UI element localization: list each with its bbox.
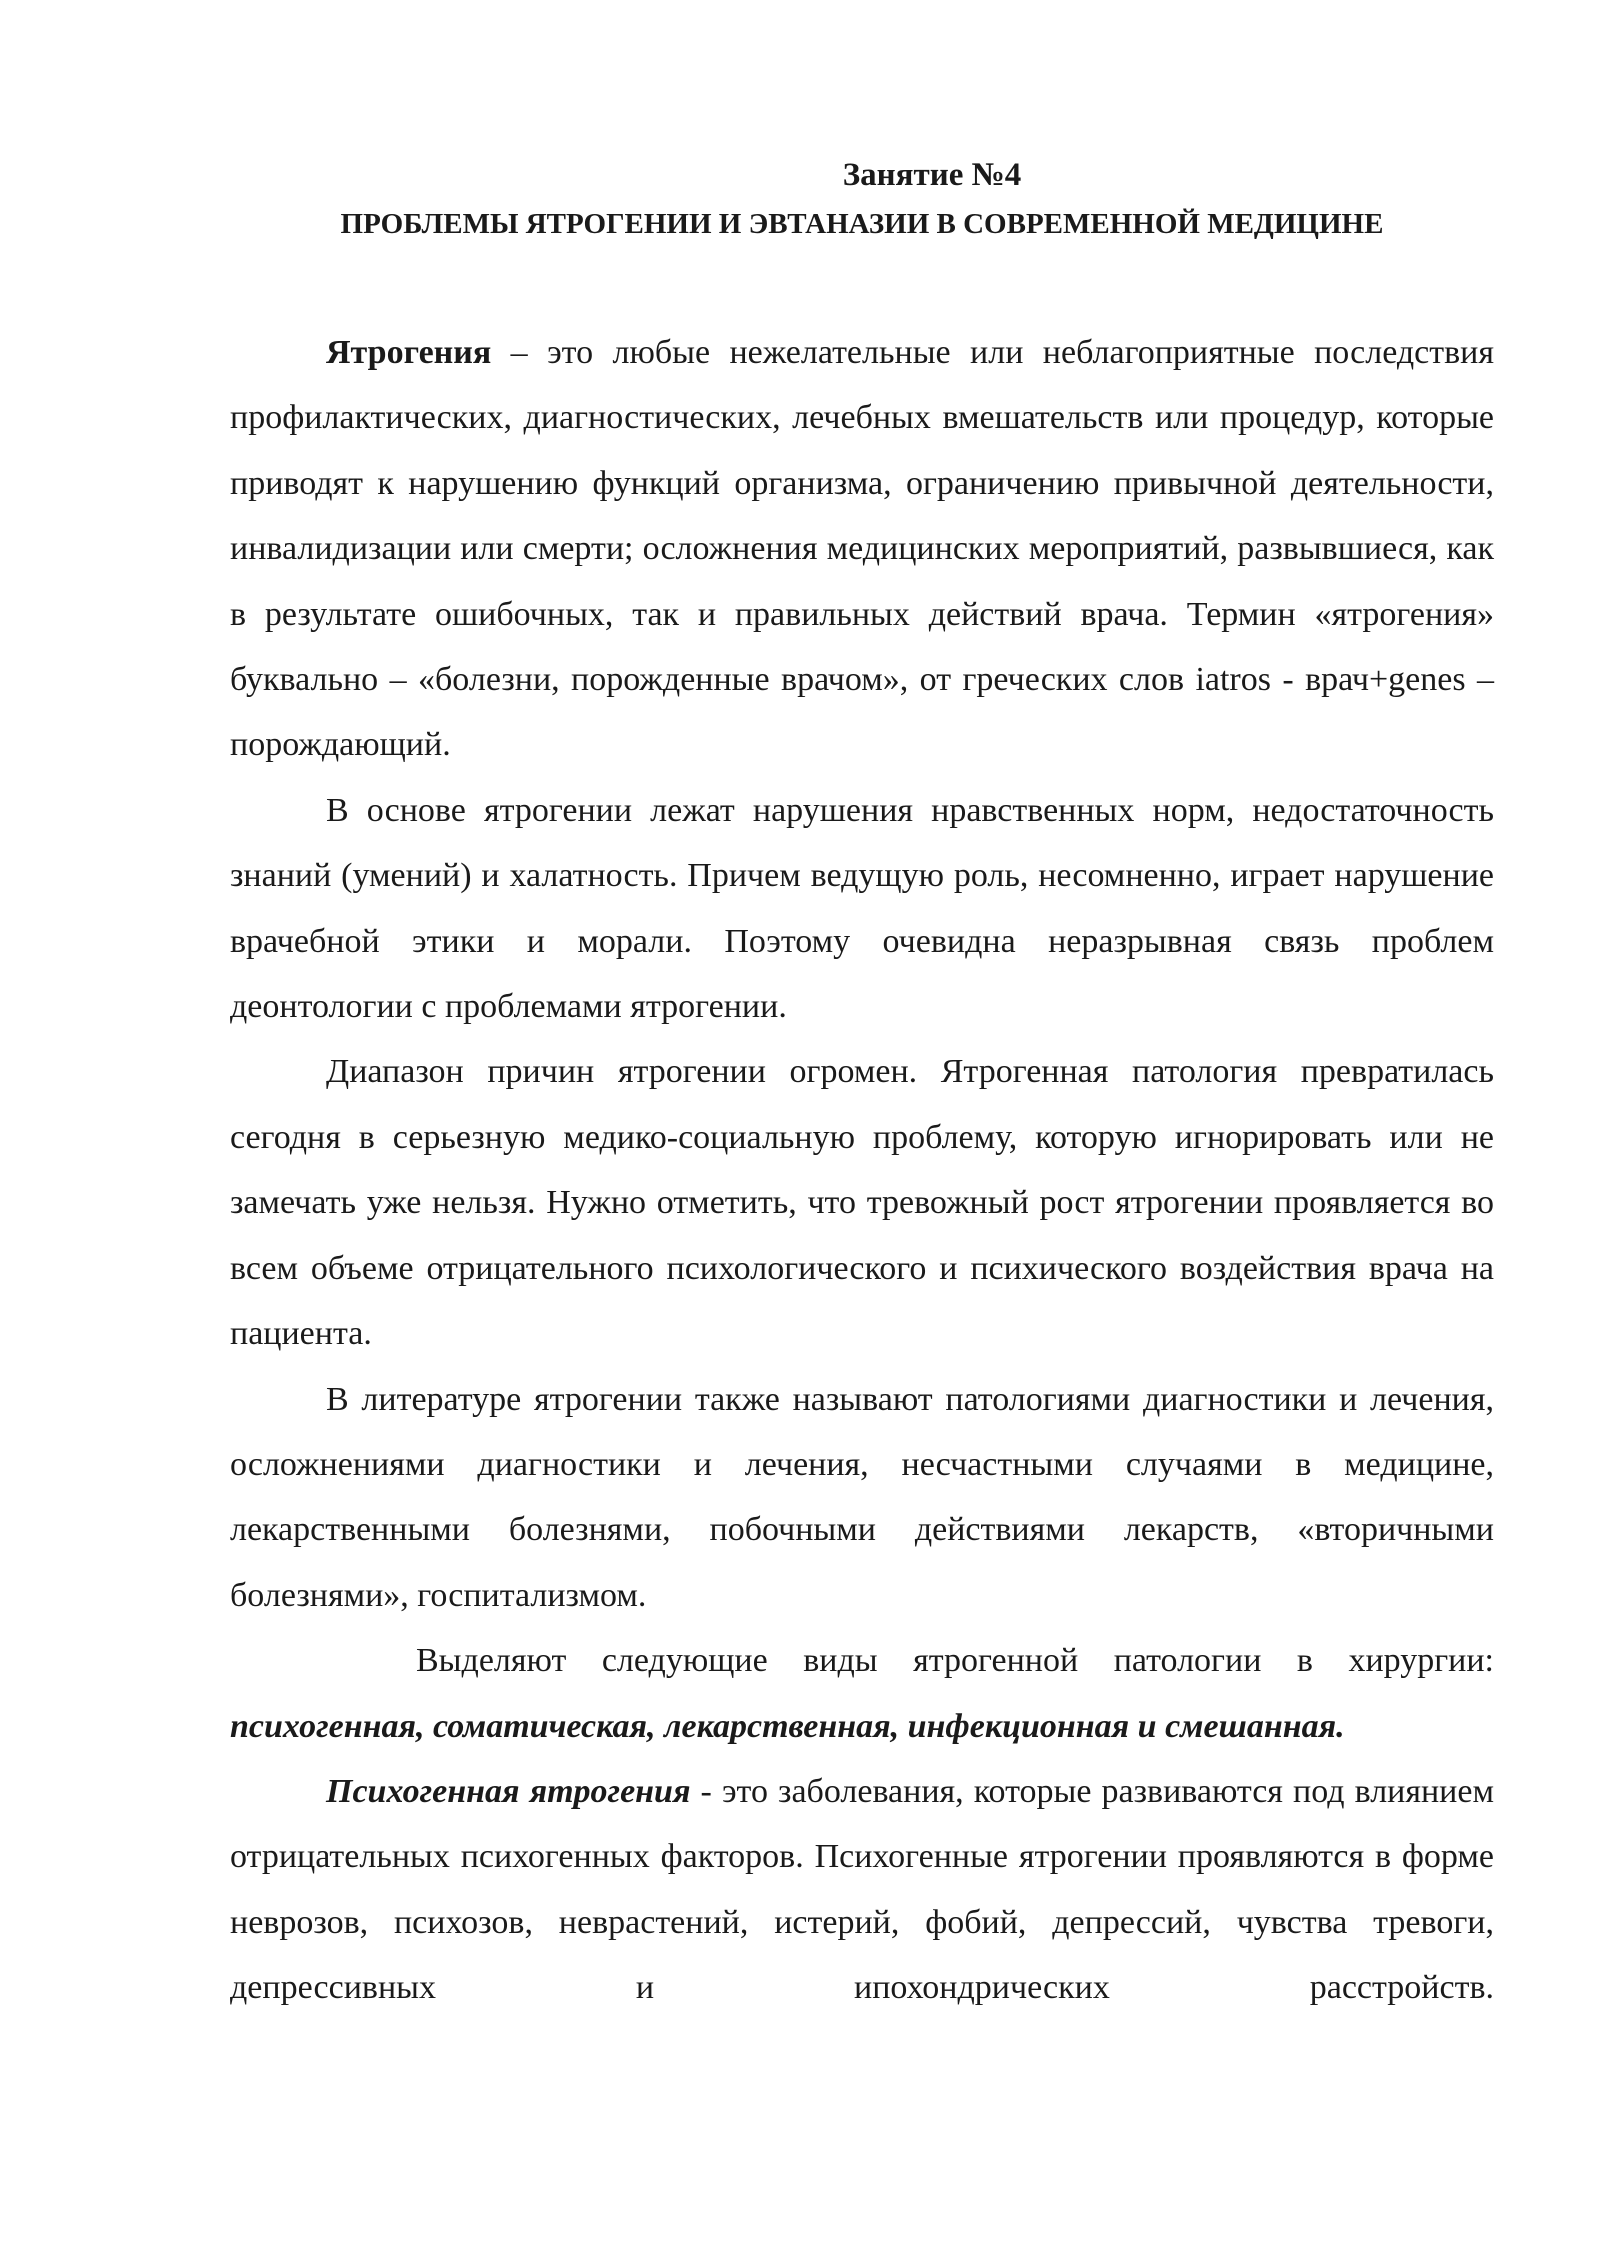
document-page	[230, 150, 1494, 2021]
paragraph-text: Выделяют следующие виды ятрогенной патологии в хирургии:	[416, 1642, 1494, 1680]
document-body	[230, 320, 1494, 2021]
paragraph-iatrogeny-definition	[230, 320, 1494, 778]
paragraph-iatrogeny-types	[230, 1628, 1494, 1759]
paragraph-iatrogeny-literature: В литературе ятрогении также называют патологиями диагностики и лечения, осложнениями диагностики и лечения, несчастными случаями в медицине, лекарственными болезнями, побочными действиями лекарств, «вторичными болезнями», госпитализмом.	[230, 1380, 1494, 1614]
lesson-title: Занятие №4	[842, 157, 1022, 193]
lesson-subtitle: ПРОБЛЕМЫ ЯТРОГЕНИИ И ЭВТАНАЗИИ В СОВРЕМЕННОЙ МЕДИЦИНЕ	[340, 208, 1384, 240]
paragraph-iatrogeny-causes: Диапазон причин ятрогении огромен. Ятрогенная патология превратилась сегодня в серьезную медико-социальную проблему, которую игнорировать или не замечать уже нельзя. Нужно отметить, что тревожный рост ятрогении проявляется во всем объеме отрицательного психологического и психического воздействия врача на пациента.	[230, 1053, 1494, 1353]
term-psychogenic-iatrogeny: Психогенная ятрогения	[326, 1772, 691, 1810]
paragraph-psychogenic-iatrogeny	[230, 1759, 1494, 2021]
paragraph-text: - это заболевания, которые развиваются под влиянием отрицательных психогенных факторов. Психогенные ятрогении проявляются в форме неврозов, психозов, неврастений, истерий, фобий, депрессий, чувства тревоги, депрессивных и ипохондрических расстройств.	[230, 1772, 1494, 2007]
paragraph-iatrogeny-basis: В основе ятрогении лежат нарушения нравственных норм, недостаточность знаний (умений) и халатность. Причем ведущую роль, несомненно, играет нарушение врачебной этики и морали. Поэтому очевидна неразрывная связь проблем деонтологии с проблемами ятрогении.	[230, 791, 1494, 1026]
paragraph-text: – это любые нежелательные или неблагоприятные последствия профилактических, диагностических, лечебных вмешательств или процедур, которые приводят к нарушению функций организма, ограничению привычной деятельности, инвалидизации или смерти; осложнения медицинских мероприятий, развывшиеся, как в результате ошибочных, так и правильных действий врача. Термин «ятрогения» буквально – «болезни, порожденные врачом», от греческих слов iatros - врач+genes – порождающий.	[230, 334, 1494, 764]
types-list: психогенная, соматическая, лекарственная, инфекционная и смешанная.	[230, 1707, 1345, 1745]
term-iatrogeny: Ятрогения	[326, 334, 492, 371]
